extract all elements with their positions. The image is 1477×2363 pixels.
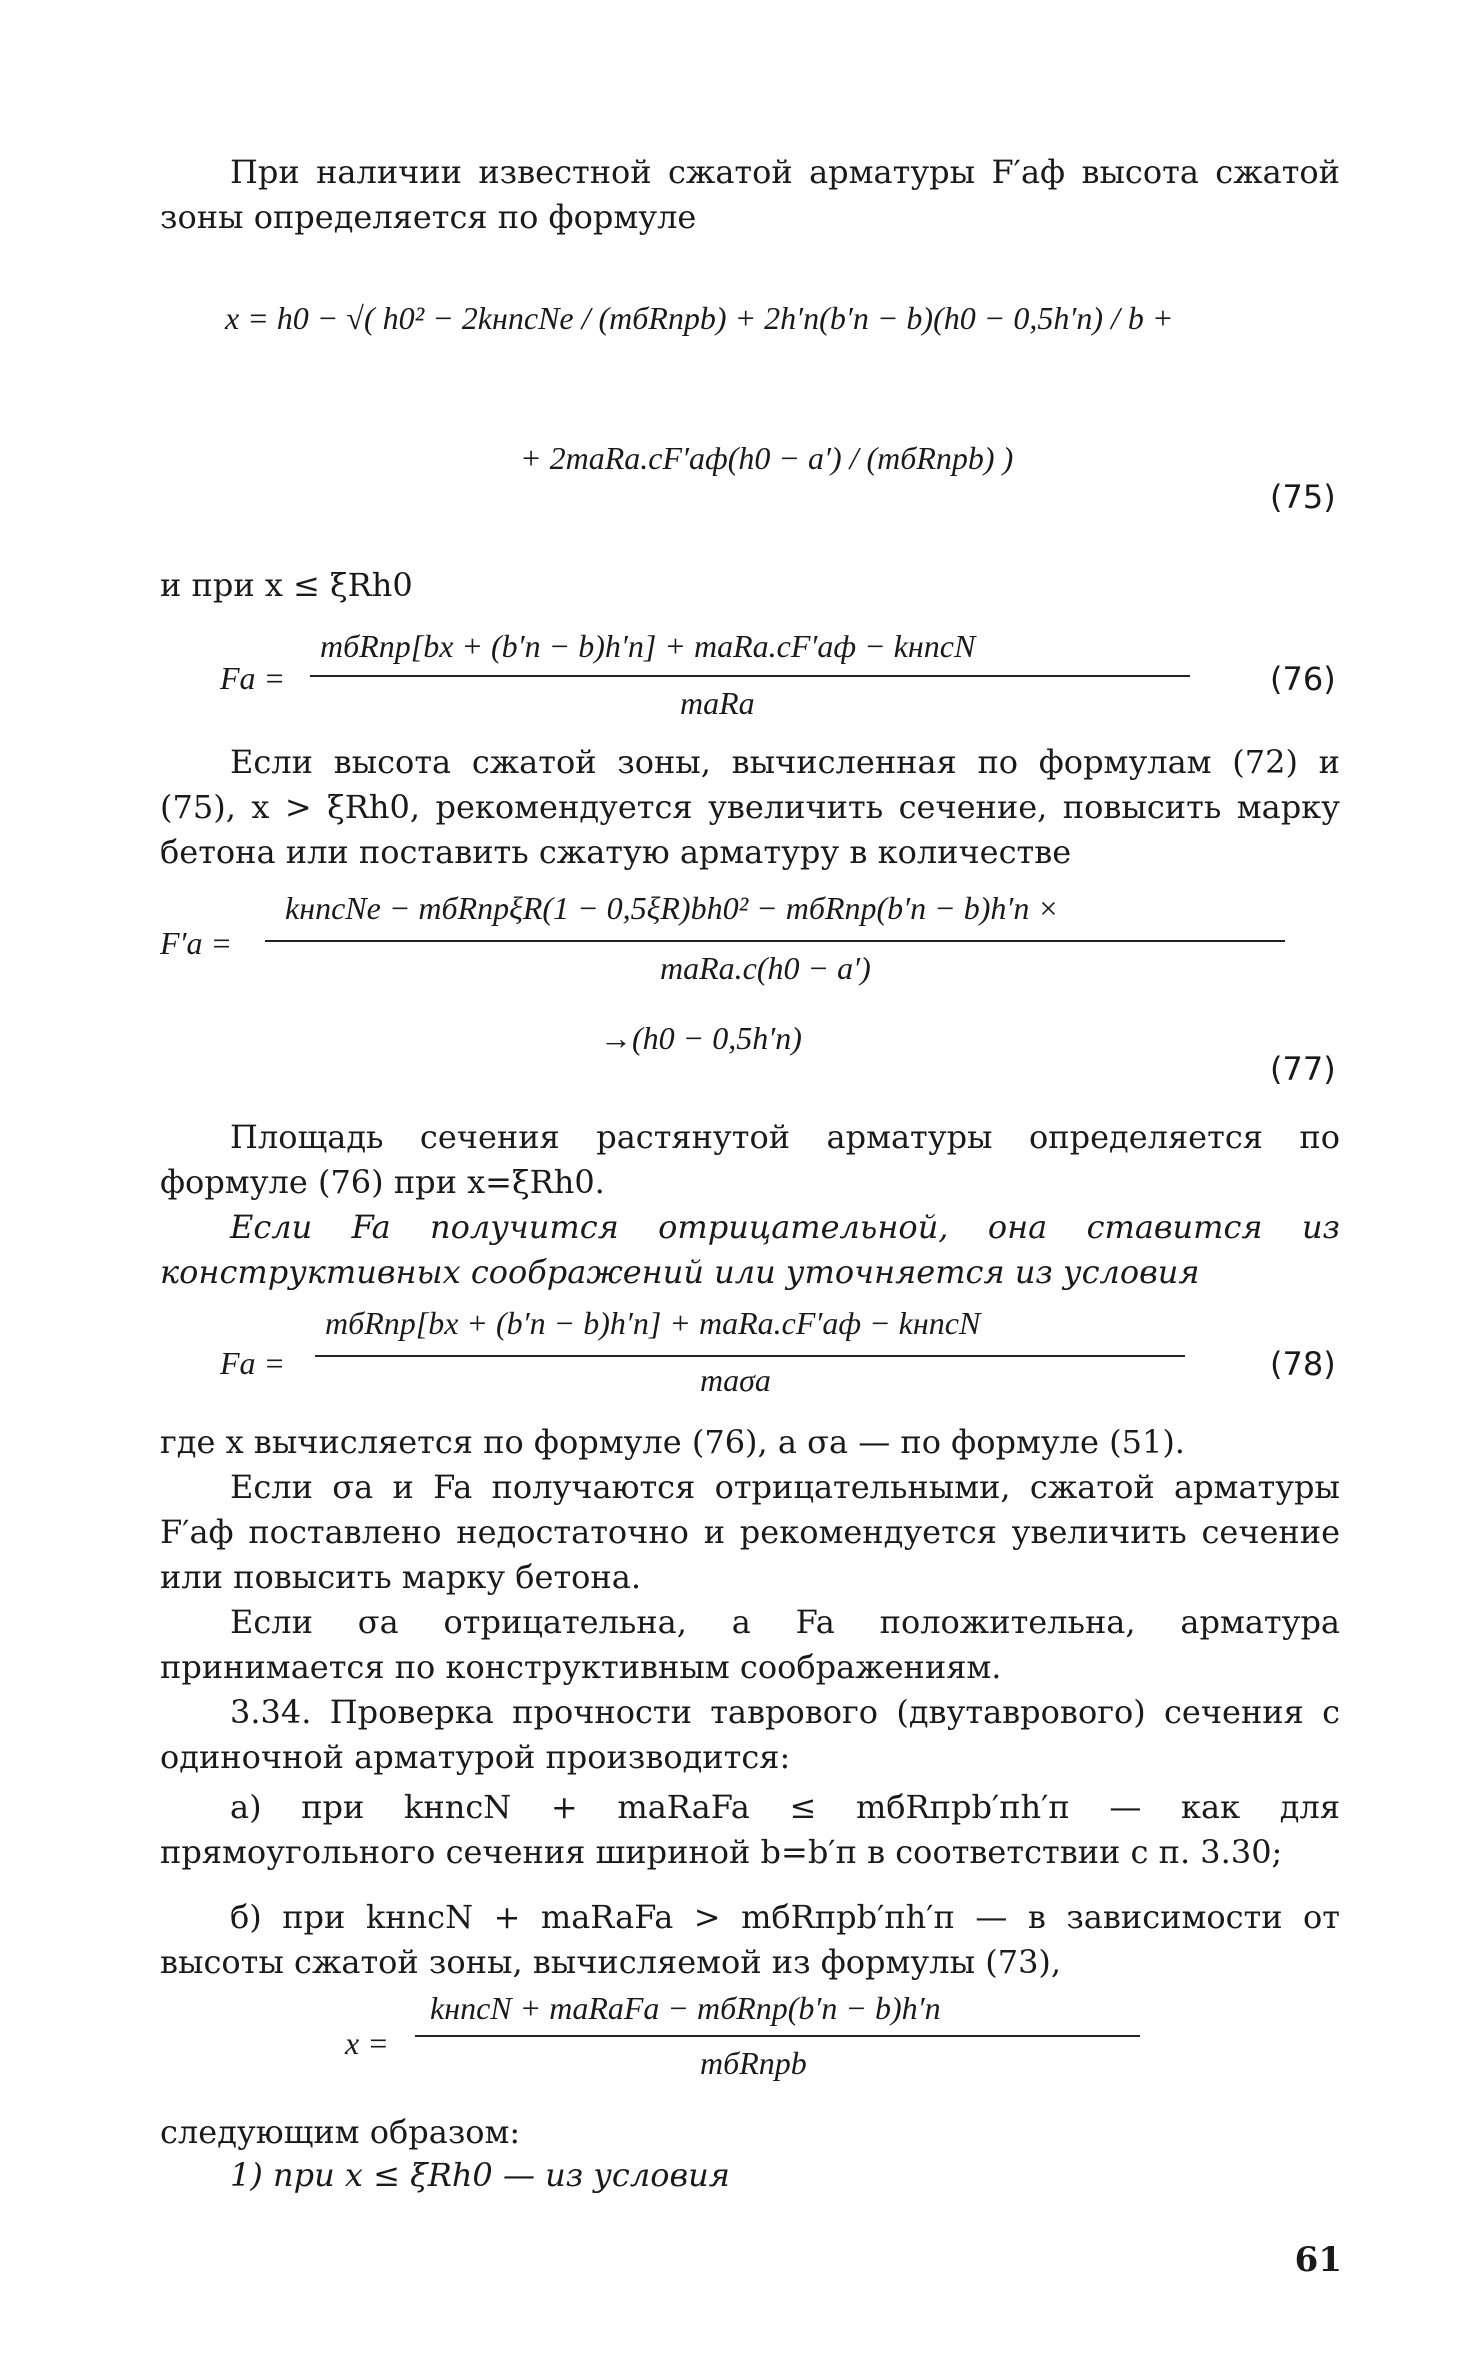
paragraph-negative-fa: Если Fa получится отрицательной, она ставится из конструктивных соображений или уточняется из условия (160, 1208, 1340, 1291)
formula-x-lhs: x = (345, 2025, 389, 2061)
formula-78-lhs: Fa = (220, 1345, 286, 1381)
formula-76-lhs: Fa = (220, 660, 286, 696)
formula-x-denominator: mбRпрb (700, 2045, 807, 2081)
formula-77-fraction-bar (265, 940, 1285, 942)
formula-x-numerator: kнncN + maRaFa − mбRпр(b′п − b)h′п (430, 1990, 941, 2026)
paragraph-sigma-negative: Если σa и Fa получаются отрицательными, сжатой арматуры F′аф поставлено недостаточно и рекомендуется увеличить сечение или повысить марку бетона. (160, 1468, 1340, 1596)
paragraph-as-follows: следующим образом: (160, 2113, 521, 2151)
paragraph-case-a: а) при kнncN + maRaFa ≤ mбRпрb′пh′п — как для прямоугольного сечения шириной b=b′п в соответствии с п. 3.30; (160, 1788, 1340, 1871)
formula-76-denominator: maRa (680, 685, 755, 721)
formula-77-continuation: →(h0 − 0,5h′п) (600, 1020, 802, 1056)
equation-number-77: (77) (1270, 1050, 1336, 1088)
paragraph-sigma-fa: Если σa отрицательна, а Fa положительна, арматура принимается по конструктивным соображениям. (160, 1603, 1340, 1686)
paragraph-case-1: 1) при x ≤ ξRh0 — из условия (230, 2156, 730, 2194)
equation-number-75: (75) (1270, 478, 1336, 516)
formula-75-line1: x = h0 − √( h0² − 2kнncNe / (mбRпрb) + 2h′п(b′п − b)(h0 − 0,5h′п) / b + (225, 300, 1174, 336)
formula-77-numerator: kнncNe − mбRпрξR(1 − 0,5ξR)bh0² − mбRпр(b′п − b)h′п × (285, 890, 1060, 926)
paragraph-where: где x вычисляется по формуле (76), а σa — по формуле (51). (160, 1423, 1185, 1461)
paragraph-case-b: б) при kнncN + maRaFa > mбRпрb′пh′п — в зависимости от высоты сжатой зоны, вычисляемой из формулы (73), (160, 1898, 1340, 1981)
paragraph-tensile-area: Площадь сечения растянутой арматуры определяется по формуле (76) при x=ξRh0. (160, 1118, 1340, 1201)
formula-76-numerator: mбRпр[bx + (b′п − b)h′п] + maRa.cF′аф − kнncN (320, 628, 976, 664)
formula-78-numerator: mбRпр[bx + (b′п − b)h′п] + maRa.cF′аф − kнncN (325, 1305, 981, 1341)
page-number: 61 (1294, 2240, 1342, 2280)
paragraph-condition: и при x ≤ ξRh0 (160, 566, 413, 604)
formula-78-fraction-bar (315, 1355, 1185, 1357)
formula-76-fraction-bar (310, 675, 1190, 677)
formula-75-line2: + 2maRa.cF′аф(h0 − a′) / (mбRпрb) ) (520, 440, 1014, 476)
paragraph-compressed-zone: Если высота сжатой зоны, вычисленная по формулам (72) и (75), x > ξRh0, рекомендуется увеличить сечение, повысить марку бетона или поставить сжатую арматуру в количестве (160, 743, 1340, 871)
paragraph-section-3-34: 3.34. Проверка прочности таврового (двутаврового) сечения с одиночной арматурой производится: (160, 1693, 1340, 1776)
equation-number-78: (78) (1270, 1345, 1336, 1383)
equation-number-76: (76) (1270, 660, 1336, 698)
paragraph-intro: При наличии известной сжатой арматуры F′аф высота сжатой зоны определяется по формуле (160, 153, 1340, 236)
formula-78-denominator: maσa (700, 1362, 771, 1398)
formula-77-lhs: F′a = (160, 925, 233, 961)
formula-77-denominator: maRa.c(h0 − a′) (660, 950, 871, 986)
formula-x-fraction-bar (415, 2035, 1140, 2037)
